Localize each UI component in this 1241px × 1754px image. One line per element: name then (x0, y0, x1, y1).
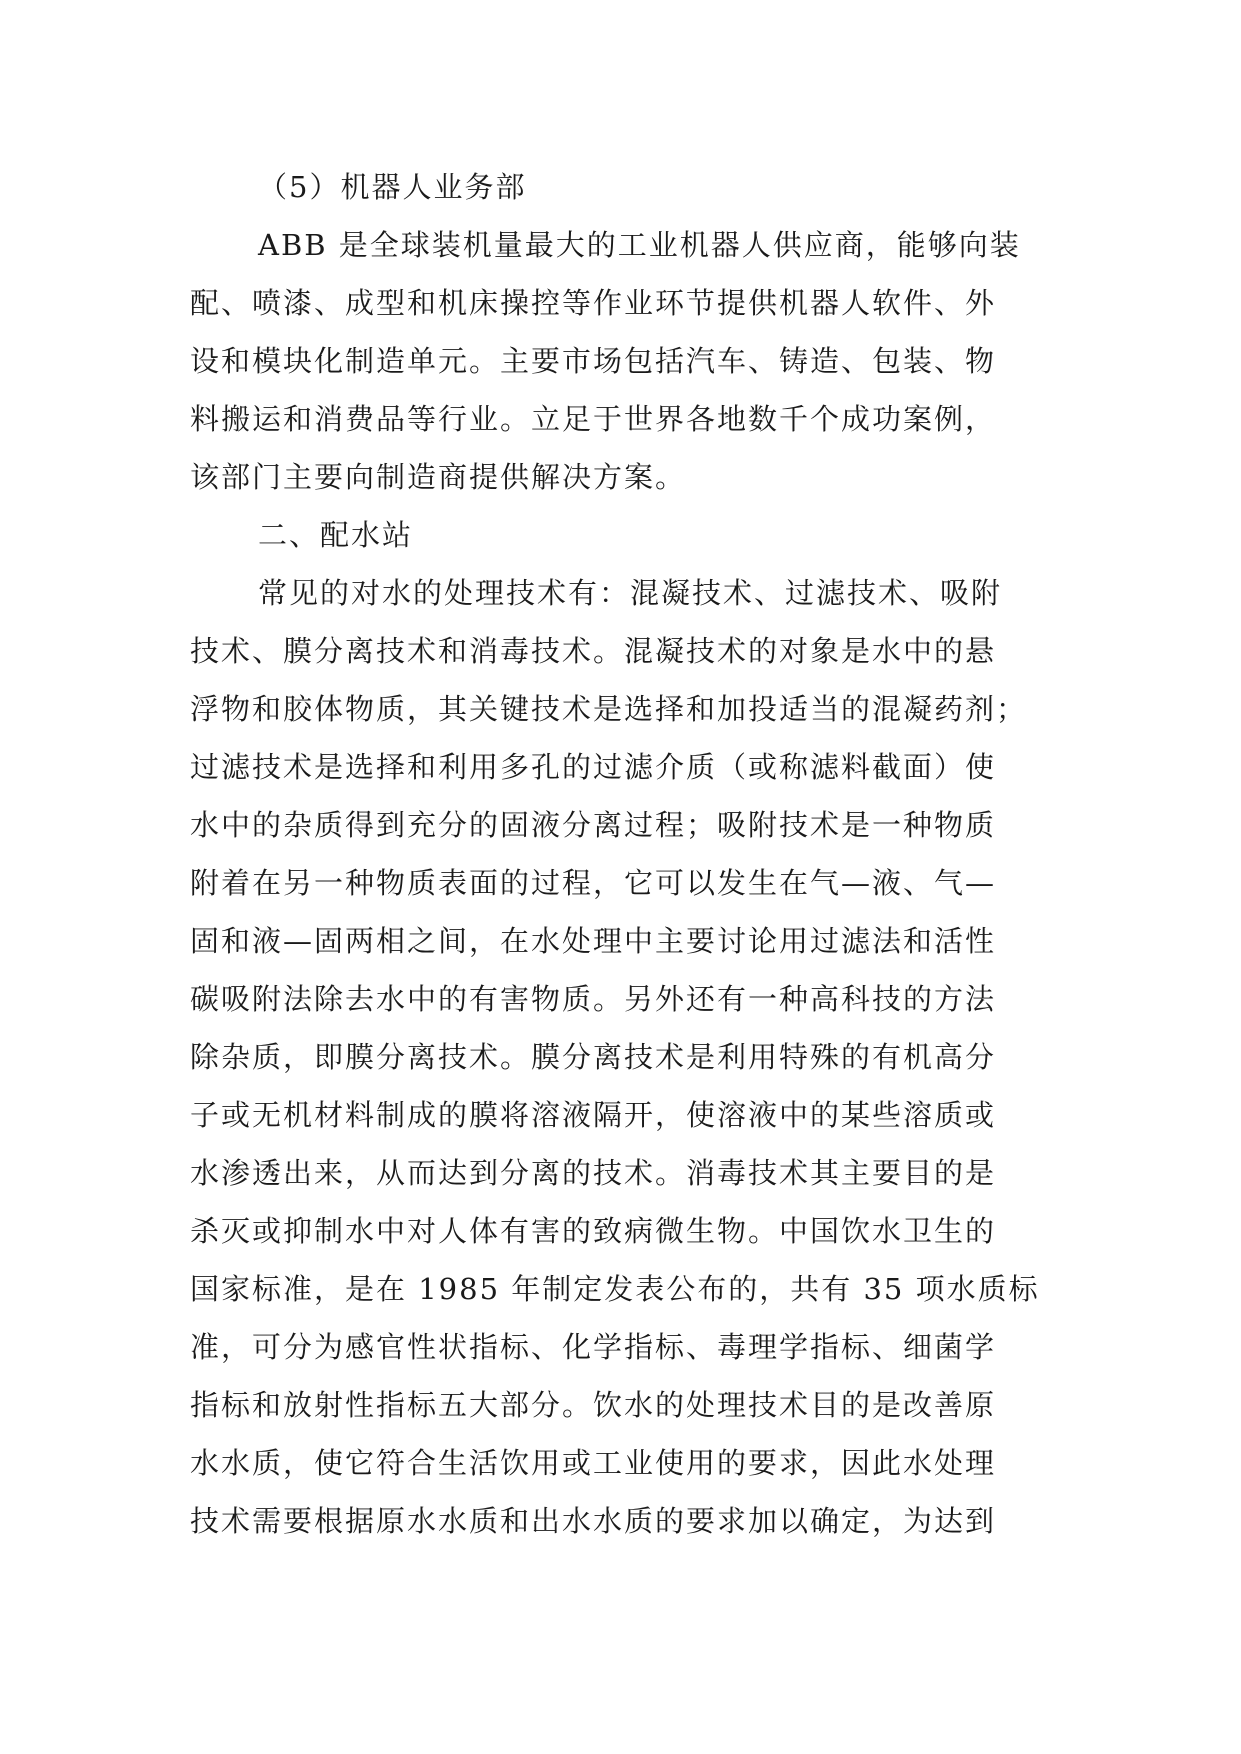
paragraph-line: 技术、膜分离技术和消毒技术。混凝技术的对象是水中的悬 (190, 634, 997, 668)
paragraph-line: 浮物和胶体物质，其关键技术是选择和加投适当的混凝药剂； (190, 692, 1028, 726)
section-heading: 二、配水站 (258, 518, 414, 552)
paragraph-line: ABB 是全球装机量最大的工业机器人供应商，能够向装 (258, 228, 1021, 262)
paragraph-line: 料搬运和消费品等行业。立足于世界各地数千个成功案例， (190, 402, 997, 436)
section-heading: （5）机器人业务部 (258, 170, 527, 204)
paragraph-line: 国家标准，是在 1985 年制定发表公布的，共有 35 项水质标 (190, 1272, 1040, 1306)
paragraph-line: 水水质，使它符合生活饮用或工业使用的要求，因此水处理 (190, 1446, 997, 1480)
paragraph-line: 固和液—固两相之间，在水处理中主要讨论用过滤法和活性 (190, 924, 997, 958)
paragraph-line: 指标和放射性指标五大部分。饮水的处理技术目的是改善原 (190, 1388, 997, 1422)
paragraph-line: 技术需要根据原水水质和出水水质的要求加以确定，为达到 (190, 1504, 997, 1538)
paragraph-line: 子或无机材料制成的膜将溶液隔开，使溶液中的某些溶质或 (190, 1098, 997, 1132)
paragraph-line: 杀灭或抑制水中对人体有害的致病微生物。中国饮水卫生的 (190, 1214, 997, 1248)
paragraph-line: 常见的对水的处理技术有：混凝技术、过滤技术、吸附 (258, 576, 1003, 610)
section-robotics (190, 158, 1060, 506)
paragraph-line: 碳吸附法除去水中的有害物质。另外还有一种高科技的方法 (190, 982, 997, 1016)
paragraph-line: 水渗透出来，从而达到分离的技术。消毒技术其主要目的是 (190, 1156, 997, 1190)
paragraph-line: 准，可分为感官性状指标、化学指标、毒理学指标、细菌学 (190, 1330, 997, 1364)
paragraph-line: 该部门主要向制造商提供解决方案。 (190, 460, 687, 494)
document-body (190, 158, 1060, 1550)
paragraph-line: 除杂质，即膜分离技术。膜分离技术是利用特殊的有机高分 (190, 1040, 997, 1074)
section-water-station (190, 506, 1060, 1550)
paragraph-line: 水中的杂质得到充分的固液分离过程；吸附技术是一种物质 (190, 808, 997, 842)
paragraph-line: 配、喷漆、成型和机床操控等作业环节提供机器人软件、外 (190, 286, 997, 320)
paragraph-line: 过滤技术是选择和利用多孔的过滤介质（或称滤料截面）使 (190, 750, 997, 784)
paragraph-line: 附着在另一种物质表面的过程，它可以发生在气—液、气— (190, 866, 997, 900)
paragraph (190, 216, 1060, 506)
paragraph-line: 设和模块化制造单元。主要市场包括汽车、铸造、包装、物 (190, 344, 997, 378)
paragraph (190, 564, 1060, 1550)
